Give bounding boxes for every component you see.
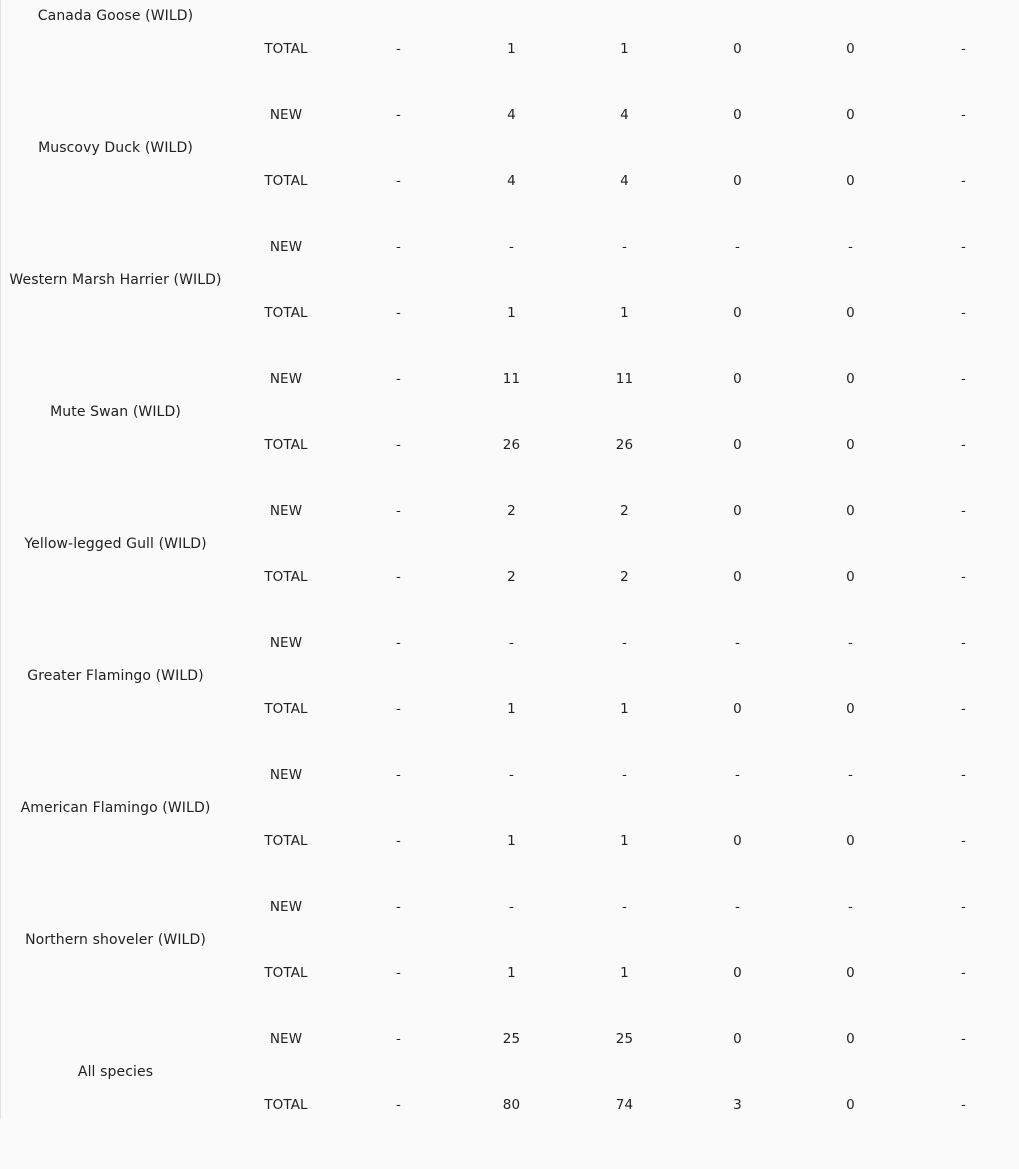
value-cell: - bbox=[735, 899, 740, 915]
table-row bbox=[1, 214, 1019, 280]
value-cell: - bbox=[848, 767, 853, 783]
row-type-cell: TOTAL bbox=[264, 305, 308, 321]
row-type-cell: TOTAL bbox=[264, 437, 308, 453]
value-cell: - bbox=[396, 1031, 401, 1047]
value-cell: 1 bbox=[620, 305, 629, 321]
row-type-cell: TOTAL bbox=[264, 173, 308, 189]
species-outbreak-table bbox=[1, 0, 1019, 1138]
value-cell: 11 bbox=[615, 371, 634, 387]
value-cell: 0 bbox=[846, 371, 855, 387]
value-cell bbox=[681, 0, 794, 16]
value-cell: 80 bbox=[502, 1097, 521, 1113]
species-name-cell: Canada Goose (WILD) bbox=[37, 8, 194, 24]
table-row bbox=[1, 610, 1019, 676]
value-cell: 25 bbox=[615, 1031, 634, 1047]
value-cell: - bbox=[622, 767, 627, 783]
row-type-cell: NEW bbox=[269, 107, 303, 123]
value-cell: - bbox=[961, 635, 966, 651]
species-name-cell: Yellow-legged Gull (WILD) bbox=[24, 536, 207, 552]
value-cell: 0 bbox=[733, 1031, 742, 1047]
value-cell: - bbox=[961, 41, 966, 57]
value-cell: - bbox=[396, 107, 401, 123]
species-name-cell: American Flamingo (WILD) bbox=[20, 800, 211, 816]
value-cell: - bbox=[961, 503, 966, 519]
value-cell: - bbox=[396, 965, 401, 981]
value-cell: 2 bbox=[620, 503, 629, 519]
value-cell: - bbox=[396, 371, 401, 387]
value-cell: - bbox=[509, 635, 514, 651]
value-cell: - bbox=[735, 767, 740, 783]
value-cell: - bbox=[622, 239, 627, 255]
value-cell: - bbox=[396, 833, 401, 849]
value-cell: 1 bbox=[507, 833, 516, 849]
value-cell: 0 bbox=[846, 173, 855, 189]
table-row bbox=[1, 1006, 1019, 1072]
table-row bbox=[1, 742, 1019, 808]
value-cell: - bbox=[961, 1097, 966, 1113]
value-cell: - bbox=[961, 437, 966, 453]
value-cell: 0 bbox=[846, 437, 855, 453]
value-cell: 1 bbox=[507, 965, 516, 981]
value-cell: - bbox=[509, 239, 514, 255]
value-cell bbox=[342, 0, 455, 16]
value-cell: 2 bbox=[507, 569, 516, 585]
row-type-cell: NEW bbox=[269, 503, 303, 519]
value-cell: 26 bbox=[502, 437, 521, 453]
value-cell: 0 bbox=[846, 1097, 855, 1113]
value-cell: - bbox=[961, 107, 966, 123]
value-cell: 3 bbox=[733, 1097, 742, 1113]
value-cell: - bbox=[735, 239, 740, 255]
value-cell: - bbox=[396, 1097, 401, 1113]
value-cell: - bbox=[961, 833, 966, 849]
value-cell: 1 bbox=[620, 41, 629, 57]
row-type-cell: TOTAL bbox=[264, 701, 308, 717]
value-cell: 74 bbox=[615, 1097, 634, 1113]
species-name-cell: Western Marsh Harrier (WILD) bbox=[9, 272, 222, 288]
value-cell: - bbox=[396, 701, 401, 717]
table-row bbox=[1, 82, 1019, 148]
value-cell: - bbox=[961, 1031, 966, 1047]
value-cell: - bbox=[961, 371, 966, 387]
row-type-cell: NEW bbox=[269, 767, 303, 783]
value-cell: - bbox=[396, 41, 401, 57]
value-cell: 4 bbox=[507, 107, 516, 123]
value-cell bbox=[568, 0, 681, 16]
value-cell: 1 bbox=[620, 701, 629, 717]
value-cell: 0 bbox=[733, 701, 742, 717]
row-type-cell: NEW bbox=[269, 1031, 303, 1047]
row-type-cell: NEW bbox=[269, 635, 303, 651]
row-type-cell: TOTAL bbox=[264, 41, 308, 57]
value-cell: 0 bbox=[733, 569, 742, 585]
value-cell: 1 bbox=[620, 965, 629, 981]
value-cell: - bbox=[961, 899, 966, 915]
value-cell bbox=[794, 0, 907, 16]
value-cell: 0 bbox=[733, 833, 742, 849]
value-cell: - bbox=[961, 767, 966, 783]
row-type-cell: NEW bbox=[269, 239, 303, 255]
value-cell: 4 bbox=[507, 173, 516, 189]
value-cell: 0 bbox=[846, 305, 855, 321]
value-cell: - bbox=[848, 899, 853, 915]
value-cell: 0 bbox=[733, 371, 742, 387]
value-cell: 11 bbox=[502, 371, 521, 387]
value-cell: 4 bbox=[620, 107, 629, 123]
value-cell: 0 bbox=[733, 305, 742, 321]
table-row bbox=[1, 346, 1019, 412]
value-cell: - bbox=[396, 899, 401, 915]
species-name-cell: Muscovy Duck (WILD) bbox=[38, 140, 193, 156]
value-cell: 1 bbox=[507, 41, 516, 57]
value-cell: - bbox=[396, 173, 401, 189]
value-cell: 0 bbox=[846, 503, 855, 519]
value-cell: - bbox=[396, 569, 401, 585]
value-cell: 0 bbox=[733, 107, 742, 123]
value-cell: - bbox=[396, 767, 401, 783]
value-cell: - bbox=[396, 503, 401, 519]
value-cell: 0 bbox=[846, 1031, 855, 1047]
species-name-cell: Northern shoveler (WILD) bbox=[25, 932, 206, 948]
value-cell bbox=[907, 0, 1019, 16]
value-cell: - bbox=[396, 305, 401, 321]
value-cell: - bbox=[509, 899, 514, 915]
species-name-cell: Mute Swan (WILD) bbox=[50, 404, 181, 420]
value-cell: - bbox=[848, 239, 853, 255]
value-cell: - bbox=[961, 569, 966, 585]
row-type-cell: TOTAL bbox=[264, 833, 308, 849]
value-cell: 1 bbox=[620, 833, 629, 849]
table-row bbox=[1, 874, 1019, 940]
value-cell: - bbox=[735, 635, 740, 651]
value-cell: 0 bbox=[733, 173, 742, 189]
value-cell: 0 bbox=[733, 437, 742, 453]
row-type-cell: NEW bbox=[269, 899, 303, 915]
table-body bbox=[1, 0, 1019, 1138]
value-cell bbox=[455, 0, 568, 16]
species-name-cell: Greater Flamingo (WILD) bbox=[27, 668, 204, 684]
value-cell: - bbox=[848, 635, 853, 651]
value-cell: 0 bbox=[846, 833, 855, 849]
value-cell: - bbox=[622, 635, 627, 651]
value-cell: - bbox=[396, 239, 401, 255]
value-cell: 0 bbox=[846, 41, 855, 57]
value-cell: 0 bbox=[846, 965, 855, 981]
table-row bbox=[1, 478, 1019, 544]
value-cell: 2 bbox=[507, 503, 516, 519]
value-cell: 1 bbox=[507, 701, 516, 717]
value-cell: 0 bbox=[846, 107, 855, 123]
value-cell: 26 bbox=[615, 437, 634, 453]
row-type-cell bbox=[230, 0, 342, 16]
row-type-cell: TOTAL bbox=[264, 569, 308, 585]
row-type-cell: TOTAL bbox=[264, 1097, 308, 1113]
value-cell: 0 bbox=[733, 503, 742, 519]
value-cell: 25 bbox=[502, 1031, 521, 1047]
value-cell: - bbox=[961, 965, 966, 981]
species-name-cell: All species bbox=[77, 1064, 154, 1080]
value-cell: - bbox=[961, 701, 966, 717]
value-cell: 1 bbox=[507, 305, 516, 321]
value-cell: 2 bbox=[620, 569, 629, 585]
value-cell: 0 bbox=[733, 41, 742, 57]
value-cell: - bbox=[622, 899, 627, 915]
value-cell: - bbox=[396, 437, 401, 453]
row-type-cell: TOTAL bbox=[264, 965, 308, 981]
value-cell: - bbox=[509, 767, 514, 783]
value-cell: 0 bbox=[733, 965, 742, 981]
value-cell: 0 bbox=[846, 569, 855, 585]
row-type-cell: NEW bbox=[269, 371, 303, 387]
value-cell: - bbox=[961, 239, 966, 255]
value-cell: 0 bbox=[846, 701, 855, 717]
table-row bbox=[1, 0, 1019, 16]
value-cell: 4 bbox=[620, 173, 629, 189]
value-cell: - bbox=[961, 173, 966, 189]
value-cell: - bbox=[961, 305, 966, 321]
value-cell: - bbox=[396, 635, 401, 651]
